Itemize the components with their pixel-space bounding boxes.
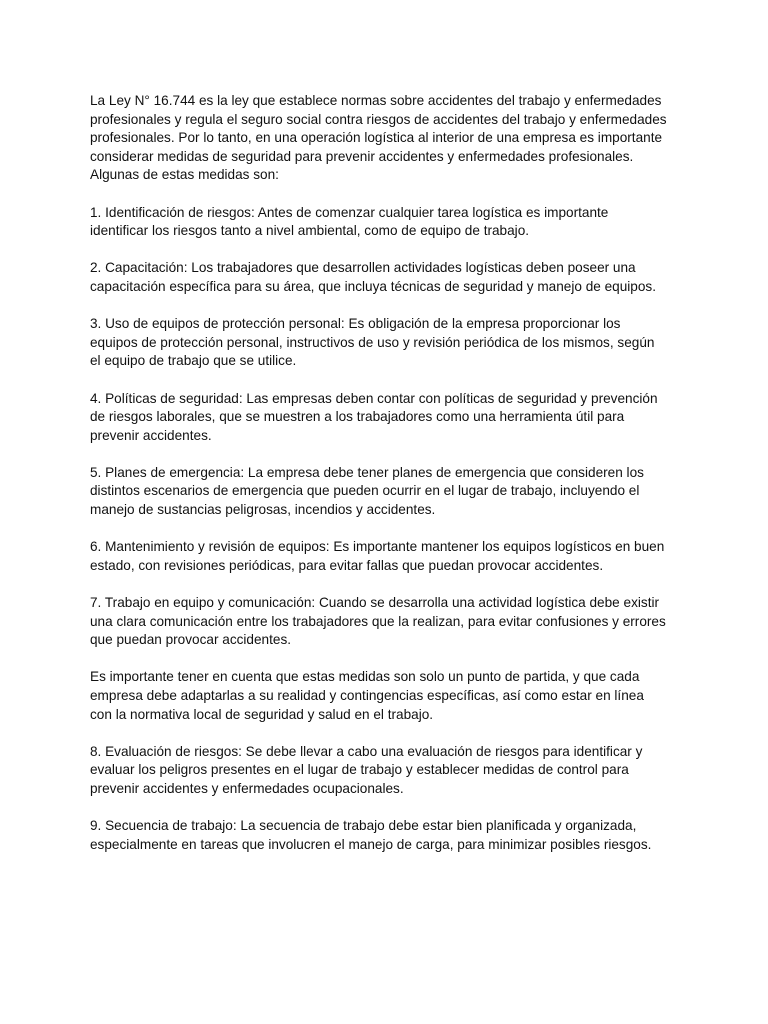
text-line: especialmente en tareas que involucren el manejo de carga, para minimizar posibles riesgos. — [90, 836, 652, 852]
text-line: considerar medidas de seguridad para prevenir accidentes y enfermedades profesionales. — [90, 148, 634, 164]
text-line: identificar los riesgos tanto a nivel ambiental, como de equipo de trabajo. — [90, 223, 530, 239]
text-line: profesionales. Por lo tanto, en una operación logística al interior de una empresa es importante — [90, 130, 663, 146]
text-line: con la normativa local de seguridad y salud en el trabajo. — [90, 706, 434, 722]
text-line: Algunas de estas medidas son: — [90, 167, 279, 183]
text-line: 8. Evaluación de riesgos: Se debe llevar a cabo una evaluación de riesgos para identificar y — [90, 743, 643, 759]
text-line: 1. Identificación de riesgos: Antes de comenzar cualquier tarea logística es importante — [90, 204, 609, 220]
text-line: empresa debe adaptarlas a su realidad y contingencias específicas, así como estar en línea — [90, 688, 644, 703]
text-line: que puedan provocar accidentes. — [90, 632, 292, 648]
measure-9-paragraph — [90, 817, 690, 854]
text-line: 3. Uso de equipos de protección personal: Es obligación de la empresa proporcionar los — [90, 316, 621, 332]
measure-5-paragraph — [90, 464, 690, 520]
measure-4-paragraph — [90, 390, 690, 446]
text-line: profesionales y regula el seguro social contra riesgos de accidentes del trabajo y enfermedades — [90, 111, 667, 127]
text-line: distintos escenarios de emergencia que pueden ocurrir en el lugar de trabajo, incluyendo el — [90, 483, 640, 499]
measure-3-paragraph — [90, 315, 690, 371]
text-line: prevenir accidentes y enfermedades ocupacionales. — [90, 780, 404, 796]
measure-2-paragraph — [90, 259, 690, 296]
note-paragraph — [90, 668, 690, 724]
text-line: La Ley N° 16.744 es la ley que establece normas sobre accidentes del trabajo y enfermedades — [90, 93, 662, 108]
text-line: 7. Trabajo en equipo y comunicación: Cuando se desarrolla una actividad logística debe existir — [90, 595, 660, 611]
text-line: prevenir accidentes. — [90, 427, 212, 443]
text-line: 5. Planes de emergencia: La empresa debe tener planes de emergencia que consideren los — [90, 464, 644, 480]
text-line: de riesgos laborales, que se muestren a los trabajadores como una herramienta útil para — [90, 409, 625, 425]
measure-8-paragraph — [90, 743, 690, 799]
text-line: 4. Políticas de seguridad: Las empresas deben contar con políticas de seguridad y prevención — [90, 390, 658, 406]
text-line: equipos de protección personal, instructivos de uso y revisión periódica de los mismos, según — [90, 334, 655, 350]
text-line: estado, con revisiones periódicas, para evitar fallas que puedan provocar accidentes. — [90, 557, 604, 573]
document-body — [90, 92, 690, 873]
measure-6-paragraph — [90, 538, 690, 575]
text-line: una clara comunicación entre los trabajadores que la realizan, para evitar confusiones y errores — [90, 613, 666, 629]
text-line: evaluar los peligros presentes en el lugar de trabajo y establecer medidas de control para — [90, 762, 629, 778]
text-line: 2. Capacitación: Los trabajadores que desarrollen actividades logísticas deben poseer una — [90, 260, 636, 276]
text-line: 9. Secuencia de trabajo: La secuencia de trabajo debe estar bien planificada y organizada, — [90, 818, 637, 834]
text-line: Es importante tener en cuenta que estas medidas son solo un punto de partida, y que cada — [90, 669, 640, 685]
text-line: capacitación específica para su área, que incluya técnicas de seguridad y manejo de equipos. — [90, 278, 657, 294]
text-line: manejo de sustancias peligrosas, incendios y accidentes. — [90, 502, 436, 518]
measure-7-paragraph — [90, 594, 690, 650]
measure-1-paragraph — [90, 204, 690, 241]
text-line: el equipo de trabajo que se utilice. — [90, 353, 297, 369]
text-line: 6. Mantenimiento y revisión de equipos: Es importante mantener los equipos logísticos en buen — [90, 539, 665, 555]
intro-paragraph — [90, 92, 690, 185]
